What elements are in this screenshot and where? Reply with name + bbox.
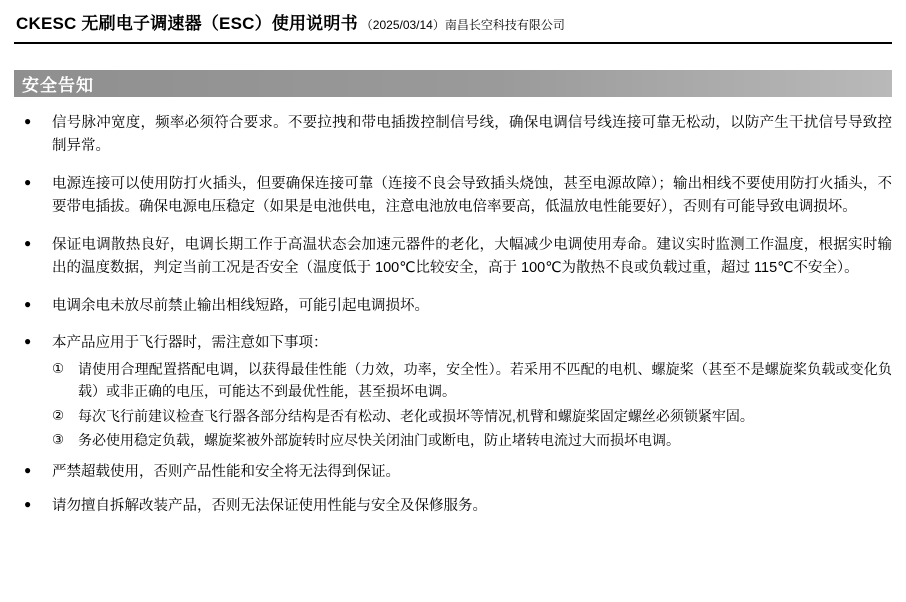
list-item-text: 电调余电未放尽前禁止输出相线短路，可能引起电调损坏。 <box>52 297 429 314</box>
bullet-icon: ● <box>24 174 32 189</box>
sublist-number: ③ <box>52 432 65 448</box>
bullet-icon: ● <box>24 235 32 250</box>
bullet-icon: ● <box>24 463 32 478</box>
list-item-text: 本产品应用于飞行器时，需注意如下事项： <box>52 335 328 352</box>
list-item <box>14 332 892 451</box>
document-title: CKESC 无刷电子调速器（ESC）使用说明书 <box>16 14 358 33</box>
list-item <box>14 495 892 518</box>
list-item-text: 保证电调散热良好，电调长期工作于高温状态会加速元器件的老化，大幅减少电调使用寿命。建议实时监测工作温度，根据实时输出的温度数据，判定当前工况是否安全（温度低于 100℃比较安全，高于 100℃为散热不良或负载过重，超过 115℃不安全）。 <box>52 236 892 277</box>
sublist-item-text: 每次飞行前建议检查飞行器各部分结构是否有松动、老化或损坏等情况,机臂和螺旋桨固定螺丝必须锁紧牢固。 <box>78 407 754 424</box>
document-subtitle: （2025/03/14）南昌长空科技有限公司 <box>360 18 565 32</box>
flight-precautions-sublist <box>52 358 892 452</box>
list-item <box>14 173 892 220</box>
section-banner-safety <box>14 70 892 97</box>
bullet-icon: ● <box>24 296 32 311</box>
list-item-text: 信号脉冲宽度，频率必须符合要求。不要拉拽和带电插拨控制信号线，确保电调信号线连接可靠无松动，以防产生干扰信号导致控制异常。 <box>52 115 892 155</box>
sublist-item <box>52 429 892 451</box>
list-item <box>14 234 892 281</box>
sublist-item <box>52 405 892 427</box>
sublist-item <box>52 358 892 403</box>
bullet-icon: ● <box>24 114 32 128</box>
list-item-text: 严禁超载使用，否则产品性能和安全将无法得到保证。 <box>52 464 400 481</box>
sublist-number: ② <box>52 407 65 423</box>
safety-notice-list <box>14 112 892 518</box>
sublist-number: ① <box>52 360 65 376</box>
list-item-text: 电源连接可以使用防打火插头，但要确保连接可靠（连接不良会导致插头烧蚀，甚至电源故障）；输出相线不要使用防打火插头，不要带电插拔。确保电源电压稳定（如果是电池供电，注意电池放电倍率要高，低温放电性能要好），否则有可能导致电调损坏。 <box>52 175 892 216</box>
bullet-icon: ● <box>24 334 32 349</box>
sublist-item-text: 请使用合理配置搭配电调，以获得最佳性能（力效，功率，安全性）。若采用不匹配的电机、螺旋桨（甚至不是螺旋桨负载或变化负载）或非正确的电压，可能达不到最优性能，甚至损坏电调。 <box>78 360 892 400</box>
list-item <box>14 295 892 318</box>
bullet-icon: ● <box>24 496 32 511</box>
document-header <box>14 0 892 44</box>
list-item <box>14 112 892 159</box>
sublist-item-text: 务必使用稳定负载，螺旋桨被外部旋转时应尽快关闭油门或断电，防止堵转电流过大而损坏电调。 <box>78 432 680 449</box>
list-item <box>14 461 892 484</box>
list-item-text: 请勿擅自拆解改装产品，否则无法保证使用性能与安全及保修服务。 <box>52 497 487 514</box>
section-title: 安全告知 <box>22 76 94 95</box>
